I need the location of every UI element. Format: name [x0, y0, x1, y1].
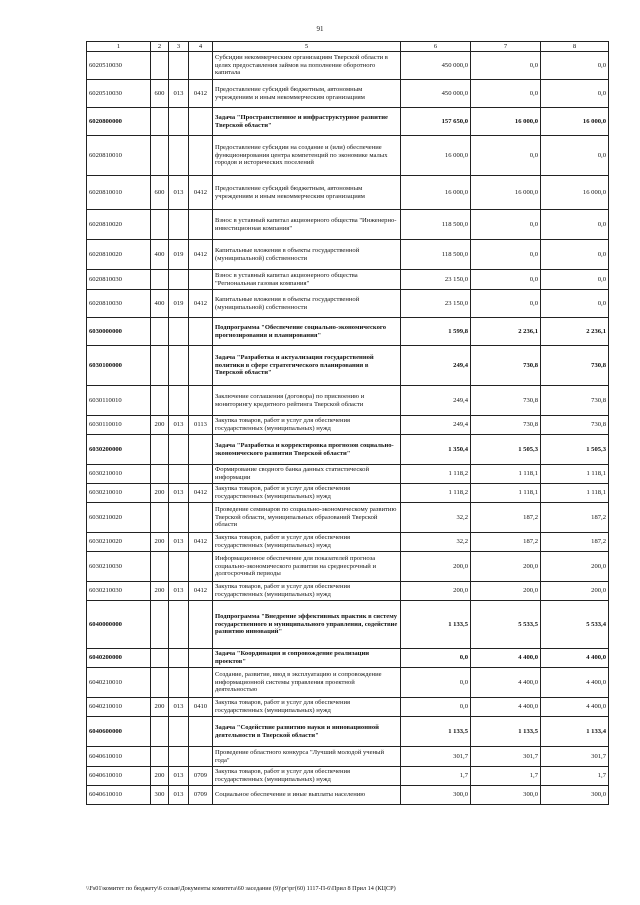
description-cell: Задача "Пространственное и инфраструктурное развитие Тверской области" — [213, 108, 401, 136]
page-number: 91 — [316, 25, 324, 33]
amount-col8-cell: 200,0 — [541, 552, 609, 582]
expense-type-cell — [151, 601, 169, 649]
expense-type-cell: 200 — [151, 533, 169, 552]
target-code-cell: 6020510030 — [87, 52, 151, 80]
amount-col8-cell: 2 236,1 — [541, 318, 609, 346]
amount-col8-cell: 5 533,4 — [541, 601, 609, 649]
expense-type-cell — [151, 668, 169, 698]
table-row — [87, 698, 609, 717]
department-code-cell — [169, 386, 189, 416]
department-code-cell — [169, 747, 189, 767]
amount-col8-cell: 730,8 — [541, 346, 609, 386]
amount-col6-cell: 23 150,0 — [401, 270, 471, 290]
description-cell: Задача "Координация и сопровождение реализации проектов" — [213, 649, 401, 668]
amount-col8-cell: 300,0 — [541, 786, 609, 805]
amount-col7-cell: 0,0 — [471, 270, 541, 290]
amount-col7-cell: 730,8 — [471, 416, 541, 435]
amount-col6-cell: 1 133,5 — [401, 601, 471, 649]
amount-col6-cell: 1 118,2 — [401, 484, 471, 503]
amount-col6-cell: 32,2 — [401, 503, 471, 533]
description-cell: Задача "Разработка и актуализация государственной политики в сфере стратегического планирования в Тверской области" — [213, 346, 401, 386]
amount-col6-cell: 450 000,0 — [401, 52, 471, 80]
department-code-cell — [169, 318, 189, 346]
description-cell: Закупка товаров, работ и услуг для обеспечения государственных (муниципальных) нужд — [213, 582, 401, 601]
department-code-cell: 013 — [169, 484, 189, 503]
amount-col7-cell: 200,0 — [471, 552, 541, 582]
amount-col7-cell: 1 505,3 — [471, 435, 541, 465]
department-code-cell: 013 — [169, 582, 189, 601]
section-code-cell — [189, 503, 213, 533]
amount-col6-cell: 1 350,4 — [401, 435, 471, 465]
target-code-cell: 6040200000 — [87, 649, 151, 668]
amount-col8-cell: 1 133,4 — [541, 717, 609, 747]
expense-type-cell: 200 — [151, 484, 169, 503]
target-code-cell: 6040610010 — [87, 767, 151, 786]
amount-col7-cell: 16 000,0 — [471, 176, 541, 210]
table-row — [87, 136, 609, 176]
amount-col8-cell: 0,0 — [541, 136, 609, 176]
table-row — [87, 386, 609, 416]
target-code-cell: 6030110010 — [87, 386, 151, 416]
amount-col6-cell: 157 650,0 — [401, 108, 471, 136]
column-header-1: 1 — [87, 42, 151, 52]
amount-col6-cell: 1 599,8 — [401, 318, 471, 346]
description-cell: Формирование сводного банка данных статистической информации — [213, 465, 401, 484]
description-cell: Социальное обеспечение и иные выплаты населению — [213, 786, 401, 805]
amount-col7-cell: 0,0 — [471, 80, 541, 108]
amount-col7-cell: 16 000,0 — [471, 108, 541, 136]
department-code-cell — [169, 210, 189, 240]
amount-col7-cell: 301,7 — [471, 747, 541, 767]
amount-col8-cell: 187,2 — [541, 533, 609, 552]
expense-type-cell: 300 — [151, 786, 169, 805]
table-row — [87, 346, 609, 386]
amount-col7-cell: 1,7 — [471, 767, 541, 786]
amount-col6-cell: 16 000,0 — [401, 136, 471, 176]
section-code-cell — [189, 346, 213, 386]
column-header-2: 2 — [151, 42, 169, 52]
description-cell: Закупка товаров, работ и услуг для обеспечения государственных (муниципальных) нужд — [213, 533, 401, 552]
table-row — [87, 747, 609, 767]
department-code-cell — [169, 136, 189, 176]
target-code-cell: 6020810010 — [87, 136, 151, 176]
table-row — [87, 668, 609, 698]
expense-type-cell — [151, 318, 169, 346]
target-code-cell: 6040210010 — [87, 698, 151, 717]
section-code-cell — [189, 552, 213, 582]
amount-col6-cell: 0,0 — [401, 698, 471, 717]
amount-col8-cell: 730,8 — [541, 416, 609, 435]
department-code-cell — [169, 52, 189, 80]
description-cell: Создание, развитие, ввод в эксплуатацию и сопровождение информационной системы управления проектной деятельностью — [213, 668, 401, 698]
target-code-cell: 6030210010 — [87, 484, 151, 503]
column-number-row — [87, 42, 609, 52]
section-code-cell: 0412 — [189, 240, 213, 270]
file-path-footer: \\Fs01\комитет по бюджету\6 созыв\Документы комитета\60 заседание (9)\рг\рг(60) 1117-П-6\Прил 8 Прил 14 (КЦСР) — [86, 885, 396, 892]
table-row — [87, 503, 609, 533]
column-header-4: 4 — [189, 42, 213, 52]
target-code-cell: 6040600000 — [87, 717, 151, 747]
table-row — [87, 80, 609, 108]
amount-col8-cell: 1 118,1 — [541, 465, 609, 484]
target-code-cell: 6020510030 — [87, 80, 151, 108]
section-code-cell — [189, 210, 213, 240]
table-row — [87, 240, 609, 270]
description-cell: Подпрограмма "Внедрение эффективных практик в систему государственного и муниципального управления, содействие развитию инноваций" — [213, 601, 401, 649]
amount-col7-cell: 5 533,5 — [471, 601, 541, 649]
amount-col7-cell: 4 400,0 — [471, 649, 541, 668]
table-row — [87, 786, 609, 805]
description-cell: Задача "Содействие развитию науки и инновационной деятельности в Тверской области" — [213, 717, 401, 747]
description-cell: Капитальные вложения в объекты государственной (муниципальной) собственности — [213, 240, 401, 270]
description-cell: Капитальные вложения в объекты государственной (муниципальной) собственности — [213, 290, 401, 318]
target-code-cell: 6040210010 — [87, 668, 151, 698]
department-code-cell: 013 — [169, 176, 189, 210]
section-code-cell — [189, 270, 213, 290]
amount-col6-cell: 118 500,0 — [401, 240, 471, 270]
amount-col8-cell: 4 400,0 — [541, 698, 609, 717]
section-code-cell: 0709 — [189, 786, 213, 805]
amount-col7-cell: 300,0 — [471, 786, 541, 805]
target-code-cell: 6030100000 — [87, 346, 151, 386]
expense-type-cell — [151, 503, 169, 533]
amount-col6-cell: 1 133,5 — [401, 717, 471, 747]
target-code-cell: 6020810020 — [87, 240, 151, 270]
amount-col7-cell: 730,8 — [471, 386, 541, 416]
table-row — [87, 465, 609, 484]
amount-col8-cell: 16 000,0 — [541, 176, 609, 210]
department-code-cell: 019 — [169, 290, 189, 318]
expense-type-cell: 600 — [151, 80, 169, 108]
table-row — [87, 601, 609, 649]
section-code-cell — [189, 649, 213, 668]
target-code-cell: 6020800000 — [87, 108, 151, 136]
expense-type-cell — [151, 649, 169, 668]
amount-col8-cell: 0,0 — [541, 210, 609, 240]
amount-col8-cell: 0,0 — [541, 52, 609, 80]
department-code-cell — [169, 668, 189, 698]
target-code-cell: 6030200000 — [87, 435, 151, 465]
expense-type-cell — [151, 465, 169, 484]
description-cell: Заключение соглашения (договора) по присвоению и мониторингу кредитного рейтинга Тверской области — [213, 386, 401, 416]
table-row — [87, 176, 609, 210]
amount-col7-cell: 187,2 — [471, 533, 541, 552]
description-cell: Информационное обеспечение для показателей прогноза социально-экономического развития на среднесрочный и долгосрочный периоды — [213, 552, 401, 582]
target-code-cell: 6030210010 — [87, 465, 151, 484]
expense-type-cell — [151, 346, 169, 386]
amount-col7-cell: 0,0 — [471, 136, 541, 176]
section-code-cell — [189, 601, 213, 649]
section-code-cell: 0412 — [189, 176, 213, 210]
amount-col7-cell: 1 118,1 — [471, 465, 541, 484]
amount-col8-cell: 730,8 — [541, 386, 609, 416]
expense-type-cell — [151, 435, 169, 465]
expense-type-cell: 400 — [151, 240, 169, 270]
amount-col6-cell: 200,0 — [401, 552, 471, 582]
department-code-cell: 019 — [169, 240, 189, 270]
amount-col7-cell: 1 118,1 — [471, 484, 541, 503]
department-code-cell — [169, 346, 189, 386]
amount-col7-cell: 200,0 — [471, 582, 541, 601]
target-code-cell: 6020810030 — [87, 290, 151, 318]
expense-type-cell — [151, 717, 169, 747]
expense-type-cell — [151, 747, 169, 767]
table-row — [87, 270, 609, 290]
section-code-cell: 0412 — [189, 80, 213, 108]
table-row — [87, 649, 609, 668]
section-code-cell — [189, 435, 213, 465]
description-cell: Проведение областного конкурса "Лучший молодой ученый года" — [213, 747, 401, 767]
table-row — [87, 290, 609, 318]
amount-col8-cell: 16 000,0 — [541, 108, 609, 136]
amount-col7-cell: 187,2 — [471, 503, 541, 533]
amount-col6-cell: 300,0 — [401, 786, 471, 805]
amount-col8-cell: 187,2 — [541, 503, 609, 533]
department-code-cell: 013 — [169, 80, 189, 108]
target-code-cell: 6030210030 — [87, 582, 151, 601]
column-header-6: 6 — [401, 42, 471, 52]
amount-col8-cell: 0,0 — [541, 80, 609, 108]
target-code-cell: 6040610010 — [87, 786, 151, 805]
amount-col6-cell: 118 500,0 — [401, 210, 471, 240]
target-code-cell: 6030000000 — [87, 318, 151, 346]
description-cell: Предоставление субсидий бюджетным, автономным учреждениям и иным некоммерческим организациям — [213, 80, 401, 108]
amount-col8-cell: 301,7 — [541, 747, 609, 767]
table-row — [87, 484, 609, 503]
amount-col8-cell: 0,0 — [541, 240, 609, 270]
expense-type-cell: 200 — [151, 698, 169, 717]
table-row — [87, 52, 609, 80]
amount-col7-cell: 730,8 — [471, 346, 541, 386]
amount-col6-cell: 200,0 — [401, 582, 471, 601]
section-code-cell — [189, 465, 213, 484]
table-row — [87, 582, 609, 601]
section-code-cell: 0412 — [189, 290, 213, 318]
department-code-cell — [169, 108, 189, 136]
department-code-cell — [169, 717, 189, 747]
target-code-cell: 6030210030 — [87, 552, 151, 582]
department-code-cell — [169, 503, 189, 533]
amount-col7-cell: 0,0 — [471, 290, 541, 318]
section-code-cell — [189, 108, 213, 136]
table-row — [87, 552, 609, 582]
target-code-cell: 6040610010 — [87, 747, 151, 767]
department-code-cell: 013 — [169, 533, 189, 552]
description-cell: Закупка товаров, работ и услуг для обеспечения государственных (муниципальных) нужд — [213, 767, 401, 786]
department-code-cell — [169, 601, 189, 649]
section-code-cell: 0412 — [189, 582, 213, 601]
section-code-cell — [189, 747, 213, 767]
amount-col6-cell: 1,7 — [401, 767, 471, 786]
amount-col6-cell: 0,0 — [401, 668, 471, 698]
column-header-7: 7 — [471, 42, 541, 52]
amount-col6-cell: 0,0 — [401, 649, 471, 668]
expense-type-cell: 400 — [151, 290, 169, 318]
section-code-cell: 0410 — [189, 698, 213, 717]
description-cell: Предоставление субсидий бюджетным, автономным учреждениям и иным некоммерческим организациям — [213, 176, 401, 210]
department-code-cell — [169, 465, 189, 484]
table-row — [87, 717, 609, 747]
expense-type-cell — [151, 210, 169, 240]
department-code-cell — [169, 270, 189, 290]
column-header-3: 3 — [169, 42, 189, 52]
section-code-cell — [189, 668, 213, 698]
amount-col7-cell: 0,0 — [471, 210, 541, 240]
description-cell: Предоставление субсидии на создание и (или) обеспечение функционирования центра компетенций по экономике малых городов и исторических поселений — [213, 136, 401, 176]
department-code-cell: 013 — [169, 416, 189, 435]
table-row — [87, 210, 609, 240]
amount-col8-cell: 0,0 — [541, 290, 609, 318]
description-cell: Задача "Разработка и корректировка прогнозов социально-экономического развития Тверской области" — [213, 435, 401, 465]
amount-col7-cell: 4 400,0 — [471, 698, 541, 717]
table-row — [87, 435, 609, 465]
description-cell: Закупка товаров, работ и услуг для обеспечения государственных (муниципальных) нужд — [213, 698, 401, 717]
amount-col6-cell: 1 118,2 — [401, 465, 471, 484]
section-code-cell: 0113 — [189, 416, 213, 435]
description-cell: Закупка товаров, работ и услуг для обеспечения государственных (муниципальных) нужд — [213, 484, 401, 503]
expense-type-cell: 200 — [151, 582, 169, 601]
amount-col6-cell: 450 000,0 — [401, 80, 471, 108]
amount-col6-cell: 32,2 — [401, 533, 471, 552]
description-cell: Субсидии некоммерческим организациям Тверской области в целях предоставления займов на пополнение оборотного капитала — [213, 52, 401, 80]
section-code-cell — [189, 318, 213, 346]
target-code-cell: 6020810020 — [87, 210, 151, 240]
expense-type-cell — [151, 52, 169, 80]
section-code-cell — [189, 136, 213, 176]
amount-col6-cell: 249,4 — [401, 386, 471, 416]
target-code-cell: 6030210020 — [87, 503, 151, 533]
amount-col7-cell: 0,0 — [471, 52, 541, 80]
target-code-cell: 6020810010 — [87, 176, 151, 210]
amount-col8-cell: 4 400,0 — [541, 649, 609, 668]
section-code-cell — [189, 386, 213, 416]
table-row — [87, 108, 609, 136]
amount-col7-cell: 0,0 — [471, 240, 541, 270]
amount-col8-cell: 1 118,1 — [541, 484, 609, 503]
table-row — [87, 767, 609, 786]
table-row — [87, 416, 609, 435]
column-header-5: 5 — [213, 42, 401, 52]
amount-col6-cell: 249,4 — [401, 346, 471, 386]
expense-type-cell: 600 — [151, 176, 169, 210]
amount-col8-cell: 200,0 — [541, 582, 609, 601]
table-row — [87, 533, 609, 552]
amount-col6-cell: 249,4 — [401, 416, 471, 435]
amount-col6-cell: 16 000,0 — [401, 176, 471, 210]
description-cell: Взнос в уставный капитал акционерного общества "Региональная газовая компания" — [213, 270, 401, 290]
expense-type-cell — [151, 552, 169, 582]
table-body — [87, 52, 609, 805]
section-code-cell: 0412 — [189, 533, 213, 552]
target-code-cell: 6030210020 — [87, 533, 151, 552]
target-code-cell: 6040000000 — [87, 601, 151, 649]
expense-type-cell: 200 — [151, 416, 169, 435]
department-code-cell: 013 — [169, 767, 189, 786]
expense-type-cell — [151, 270, 169, 290]
budget-table — [86, 41, 609, 805]
column-header-8: 8 — [541, 42, 609, 52]
section-code-cell: 0412 — [189, 484, 213, 503]
expense-type-cell — [151, 386, 169, 416]
section-code-cell — [189, 52, 213, 80]
section-code-cell: 0709 — [189, 767, 213, 786]
description-cell: Проведение семинаров по социально-экономическому развитию Тверской области, муниципальных образований Тверской области — [213, 503, 401, 533]
description-cell: Взнос в уставный капитал акционерного общества "Инженерно-инвестиционная компания" — [213, 210, 401, 240]
department-code-cell: 013 — [169, 698, 189, 717]
department-code-cell — [169, 552, 189, 582]
description-cell: Подпрограмма "Обеспечение социально-экономического прогнозирования и планирования" — [213, 318, 401, 346]
expense-type-cell: 200 — [151, 767, 169, 786]
expense-type-cell — [151, 108, 169, 136]
expense-type-cell — [151, 136, 169, 176]
amount-col8-cell: 1 505,3 — [541, 435, 609, 465]
department-code-cell — [169, 649, 189, 668]
table-row — [87, 318, 609, 346]
amount-col7-cell: 1 133,5 — [471, 717, 541, 747]
section-code-cell — [189, 717, 213, 747]
amount-col8-cell: 1,7 — [541, 767, 609, 786]
amount-col7-cell: 2 236,1 — [471, 318, 541, 346]
amount-col8-cell: 4 400,0 — [541, 668, 609, 698]
amount-col6-cell: 23 150,0 — [401, 290, 471, 318]
target-code-cell: 6030110010 — [87, 416, 151, 435]
amount-col8-cell: 0,0 — [541, 270, 609, 290]
target-code-cell: 6020810030 — [87, 270, 151, 290]
description-cell: Закупка товаров, работ и услуг для обеспечения государственных (муниципальных) нужд — [213, 416, 401, 435]
amount-col6-cell: 301,7 — [401, 747, 471, 767]
department-code-cell: 013 — [169, 786, 189, 805]
department-code-cell — [169, 435, 189, 465]
amount-col7-cell: 4 400,0 — [471, 668, 541, 698]
